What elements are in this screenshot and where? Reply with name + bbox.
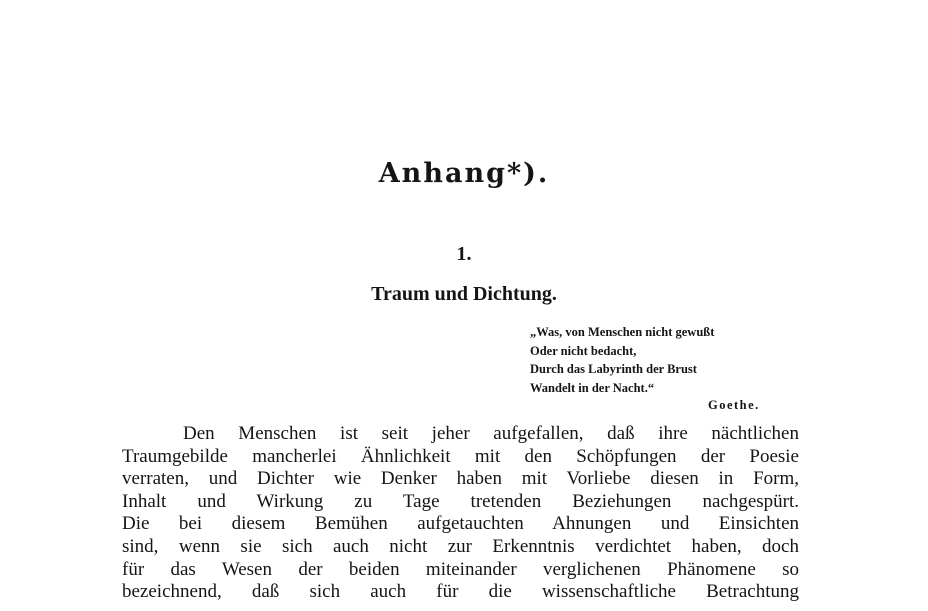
epigraph-author: Goethe. bbox=[708, 398, 760, 412]
epigraph-line: Oder nicht bedacht, bbox=[530, 343, 637, 358]
body-line: Die bei diesem Bemühen aufgetauchten Ahnungen und Einsichten bbox=[122, 513, 799, 535]
body-line: verraten, und Dichter wie Denker haben mit Vorliebe diesen in Form, bbox=[122, 468, 799, 490]
body-paragraph bbox=[122, 423, 799, 604]
epigraph-line: Wandelt in der Nacht.“ bbox=[530, 380, 655, 395]
epigraph-line: Durch das Labyrinth der Brust bbox=[530, 362, 697, 376]
body-line: sind, wenn sie sich auch nicht zur Erkenntnis verdichtet haben, doch bbox=[122, 535, 799, 557]
epigraph bbox=[530, 323, 790, 415]
chapter-number: 1. bbox=[456, 243, 472, 265]
chapter-title: Traum und Dichtung. bbox=[371, 283, 557, 305]
appendix-heading: Anhang*). bbox=[378, 158, 550, 189]
body-line: Traumgebilde mancherlei Ähnlichkeit mit den Schöpfungen der Poesie bbox=[122, 445, 799, 467]
body-line: Den Menschen ist seit jeher aufgefallen, daß ihre nächtlichen bbox=[183, 423, 799, 444]
body-line: Inhalt und Wirkung zu Tage tretenden Beziehungen nachgespürt. bbox=[122, 490, 799, 512]
body-line: für das Wesen der beiden miteinander verglichenen Phänomene so bbox=[122, 558, 799, 580]
body-line: bezeichnend, daß sich auch für die wissenschaftliche Betrachtung bbox=[122, 581, 799, 603]
epigraph-line: „Was, von Menschen nicht gewußt bbox=[530, 325, 715, 339]
